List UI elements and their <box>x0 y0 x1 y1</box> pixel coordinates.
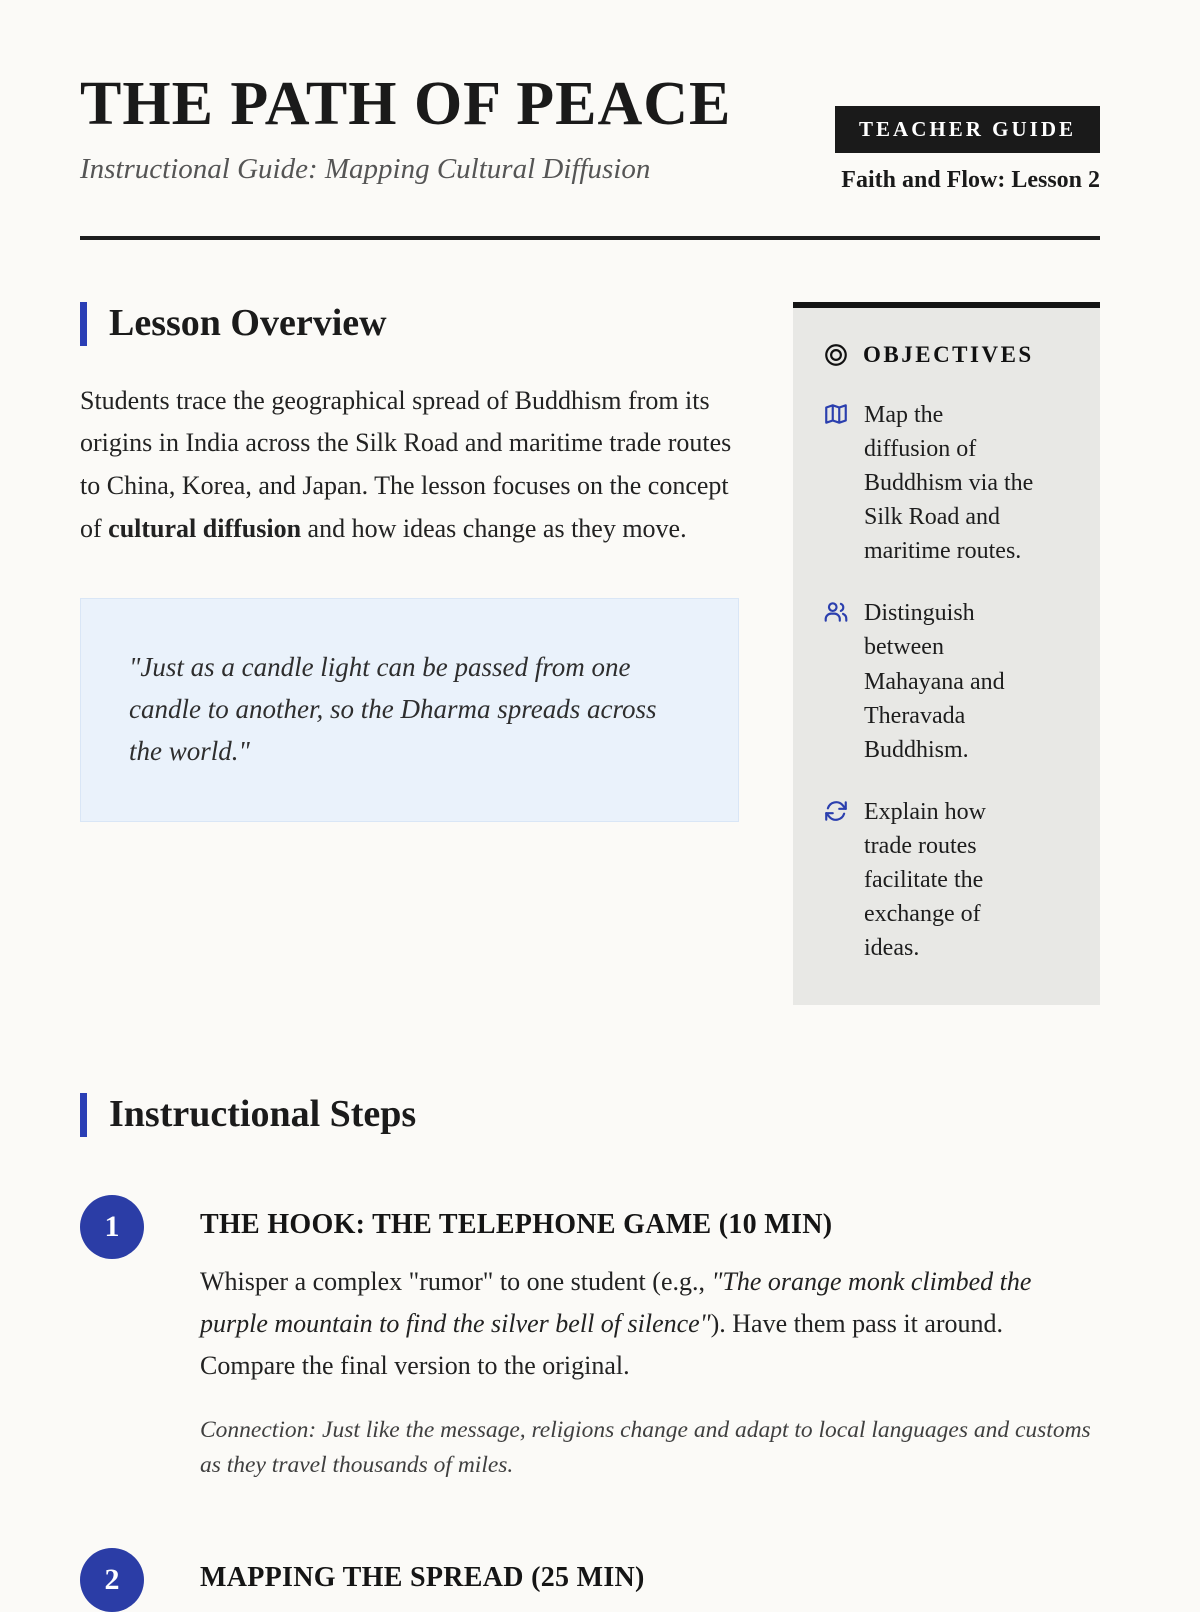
people-icon <box>823 599 849 766</box>
step-body-quote: "The orange monk climbed the purple mountain to find the silver bell of silence" <box>200 1266 1032 1338</box>
objective-text: Map the diffusion of Buddhism via the Silk Road and maritime routes. <box>864 402 1034 565</box>
objectives-header <box>823 342 1070 368</box>
header-divider <box>80 236 1100 240</box>
document-header <box>80 72 1100 194</box>
cycle-icon <box>823 798 849 965</box>
step-number-badge: 1 <box>80 1195 144 1259</box>
header-meta-block <box>835 106 1100 194</box>
objective-item <box>823 795 1070 965</box>
overview-paragraph <box>80 380 739 551</box>
header-title-block <box>80 72 731 186</box>
step-2 <box>80 1548 1100 1612</box>
step-title: THE HOOK: THE TELEPHONE GAME (10 MIN) <box>200 1208 833 1240</box>
objective-item <box>823 596 1070 766</box>
step-body-text-1: Whisper a complex "rumor" to one student (e.g., <box>200 1266 712 1296</box>
teacher-guide-badge: TEACHER GUIDE <box>835 106 1100 153</box>
objectives-sidebar <box>793 302 1100 1005</box>
page-subtitle: Instructional Guide: Mapping Cultural Diffusion <box>80 153 651 186</box>
page-title: THE PATH OF PEACE <box>80 70 732 138</box>
overview-text-1: Students trace the geographical spread of Buddhism from its origins in India across the Silk Road and maritime trade routes to China, Korea, and Japan. The lesson focuses on the concept of <box>80 385 732 543</box>
map-icon <box>823 401 849 568</box>
step-1 <box>80 1195 1100 1484</box>
step-body-text-2: ). Have them pass it around. Compare the final version to the original. <box>200 1308 1004 1381</box>
step-content <box>200 1195 1100 1484</box>
section-heading-lesson-overview: Lesson Overview <box>80 302 739 346</box>
step-content <box>200 1548 645 1612</box>
steps-list <box>80 1195 1100 1612</box>
lesson-label: Faith and Flow: Lesson 2 <box>841 167 1100 193</box>
overview-text-2: and how ideas change as they move. <box>301 513 687 543</box>
step-body <box>200 1261 1100 1387</box>
overview-column <box>80 302 739 822</box>
objective-text: Explain how trade routes facilitate the exchange of ideas. <box>864 798 986 962</box>
quote-text: "Just as a candle light can be passed from one candle to another, so the Dharma spreads across the world." <box>129 652 657 766</box>
main-content <box>80 302 1100 1005</box>
quote-box <box>80 598 739 822</box>
objectives-list <box>823 398 1070 965</box>
objective-text: Distinguish between Mahayana and Theravada Buddhism. <box>864 600 1005 763</box>
section-heading-instructional-steps: Instructional Steps <box>80 1093 1100 1137</box>
target-icon <box>823 342 849 368</box>
overview-text-bold: cultural diffusion <box>108 513 302 543</box>
step-title: MAPPING THE SPREAD (25 MIN) <box>200 1561 645 1593</box>
objectives-heading: OBJECTIVES <box>863 342 1034 367</box>
step-number-badge: 2 <box>80 1548 144 1612</box>
objective-item <box>823 398 1070 568</box>
step-connection-note: Connection: Just like the message, religions change and adapt to local languages and customs as they travel thousands of miles. <box>200 1417 1091 1479</box>
